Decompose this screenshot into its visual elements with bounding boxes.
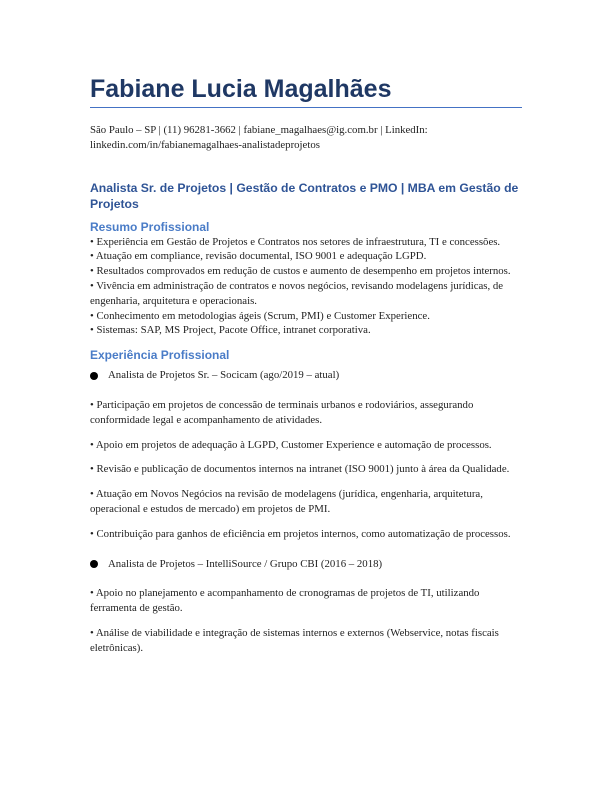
professional-headline: Analista Sr. de Projetos | Gestão de Contratos e PMO | MBA em Gestão de Projetos bbox=[90, 180, 519, 211]
job-title-text: Analista de Projetos – IntelliSource / Grupo CBI (2016 – 2018) bbox=[108, 557, 383, 570]
bullet-icon bbox=[90, 560, 98, 568]
job-bullet: • Análise de viabilidade e integração de sistemas internos e externos (Webservice, notas fiscais eletrônicas). bbox=[90, 626, 499, 654]
experience-heading: Experiência Profissional bbox=[90, 348, 230, 363]
contact-line: São Paulo – SP | (11) 96281-3662 | fabiane_magalhaes@ig.com.br | LinkedIn: bbox=[90, 124, 428, 136]
job-bullet: • Apoio no planejamento e acompanhamento de cronogramas de projetos de TI, utilizando ferramenta de gestão. bbox=[90, 587, 480, 615]
job-bullet: • Revisão e publicação de documentos internos na intranet (ISO 9001) junto à área da Qualidade. bbox=[90, 463, 510, 476]
resume-page bbox=[90, 72, 522, 656]
summary-heading: Resumo Profissional bbox=[90, 219, 210, 234]
job-bullet: • Participação em projetos de concessão de terminais urbanos e rodoviários, assegurando conformidade legal e acompanhamento de atividades. bbox=[90, 398, 474, 426]
contact-info bbox=[90, 123, 522, 153]
job-bullet: • Apoio em projetos de adequação à LGPD, Customer Experience e automação de processos. bbox=[90, 438, 492, 451]
summary-item: • Experiência em Gestão de Projetos e Contratos nos setores de infraestrutura, TI e concessões. bbox=[90, 235, 501, 248]
summary-item: • Conhecimento em metodologias ágeis (Scrum, PMI) e Customer Experience. bbox=[90, 309, 430, 322]
job-title-text: Analista de Projetos Sr. – Socicam (ago/2019 – atual) bbox=[108, 369, 340, 382]
job-title bbox=[90, 557, 522, 572]
job-bullet: • Atuação em Novos Negócios na revisão de modelagens (jurídica, engenharia, arquitetura, operacional e estudos de mercado) em projetos de PMI. bbox=[90, 488, 483, 515]
summary-list bbox=[90, 235, 522, 339]
summary-item: • Resultados comprovados em redução de custos e aumento de desempenho em projetos internos. bbox=[90, 265, 511, 278]
title-divider bbox=[90, 107, 522, 108]
bullet-icon bbox=[90, 372, 98, 380]
linkedin-url: linkedin.com/in/fabianemagalhaes-analistadeprojetos bbox=[90, 138, 320, 151]
summary-item: • Atuação em compliance, revisão documental, ISO 9001 e adequação LGPD. bbox=[90, 250, 427, 263]
candidate-name: Fabiane Lucia Magalhães bbox=[90, 75, 392, 103]
summary-item: • Vivência em administração de contratos e novos negócios, revisando modelagens jurídicas, de engenharia, arquitetura e operacionais. bbox=[90, 279, 504, 307]
summary-item: • Sistemas: SAP, MS Project, Pacote Office, intranet corporativa. bbox=[90, 324, 371, 337]
job-title bbox=[90, 368, 522, 383]
job-bullet: • Contribuição para ganhos de eficiência em projetos internos, como automatização de processos. bbox=[90, 527, 511, 540]
